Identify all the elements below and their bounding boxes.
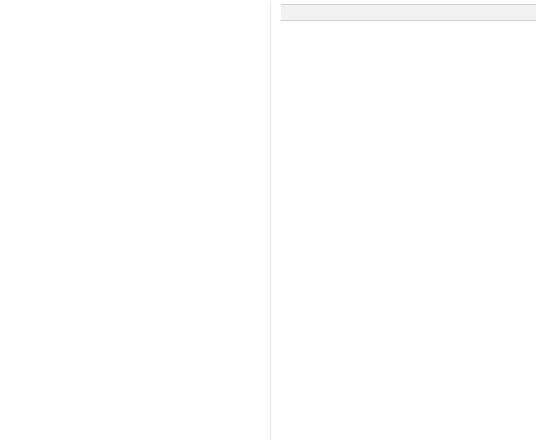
- section-headline: [281, 4, 537, 21]
- left-subhead: [4, 428, 260, 439]
- column-divider: [270, 2, 271, 440]
- left-paragraph-1: [4, 2, 260, 427]
- right-column: [281, 2, 537, 440]
- left-column: [4, 2, 260, 440]
